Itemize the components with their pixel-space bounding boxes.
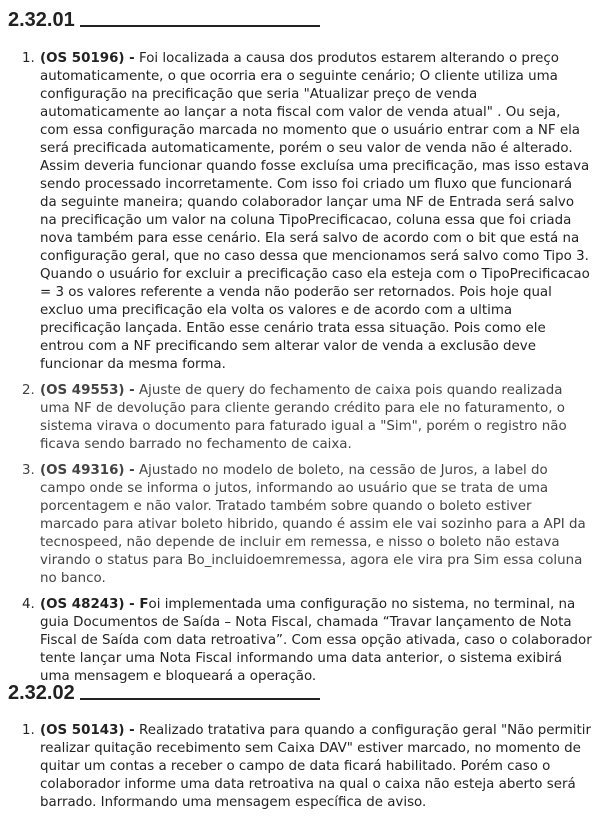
change-item <box>0 382 592 454</box>
change-item <box>0 462 592 588</box>
heading-underline <box>80 698 320 700</box>
version-number: 2.32.02 <box>8 682 75 704</box>
version-number: 2.32.01 <box>8 9 75 31</box>
item-description: oi implementada uma configuração no sistema, no terminal, na guia Documentos de Saída – Nota Fiscal, chamada “Travar lançamento de Nota Fiscal de Saída com data retroativa”. Com essa opção ativada, caso o colaborador tente lançar uma Nota Fiscal informando uma data anterior, o sistema exibirá uma mensagem e bloqueará a operação. <box>40 597 592 684</box>
change-item <box>0 50 592 374</box>
item-description: Foi localizada a causa dos produtos estarem alterando o preço automaticamente, o que ocorria era o seguinte cenário; O cliente utiliza uma configuração na precificação que seria "Atualizar preço de venda automaticamente ao lançar a nota fiscal com valor de venda atual" . Ou seja, com essa configuração marcada no momento que o usuário entrar com a NF ela será precificada automaticamente, porém o seu valor de venda não é alterado. Assim deveria funcionar quando fosse excluísa uma precificação, mas isso estava sendo processado incorretamente. Com isso foi criado um fluxo que funcionará da seguinte maneira; quando colaborador lançar uma NF de Entrada será salvo na precificação um valor na coluna TipoPrecificacao, coluna essa que foi criada nova também para esse cenário. Ela será salvo de acordo com o bit que está na configuração geral, que no caso dessa que mencionamos será salvo como Tipo 3. Quando o usuário for excluir a precificação caso ela esteja com o TipoPrecificacao = 3 os valores referente a venda não poderão ser retornados. Pois hoje qual excluo uma precificação ela volta os valores e de acordo com a ultima precificação lançada. Então esse cenário trata essa situação. Pois como ele entrou com a NF precificando sem alterar valor de venda a exclusão deve funcionar da mesma forma. <box>40 51 590 372</box>
item-description: Ajustado no modelo de boleto, na cessão de Juros, a label do campo onde se informa o jutos, informando ao usuário que se trata de uma porcentagem e não valor. Tratado também sobre quando o boleto estiver marcado para ativar boleto hibrido, quando é assim ele vai sozinho para a API da tecnospeed, não depende de incluir em remessa, e nisso o boleto não estava virando o status para Bo_incluidoemremessa, agora ele vira pra Sim essa coluna no banco. <box>40 463 586 586</box>
item-number: 3. <box>22 463 35 478</box>
item-number: 1. <box>22 51 35 66</box>
item-number: 2. <box>22 383 35 398</box>
change-list <box>0 50 592 694</box>
item-description: Realizado tratativa para quando a configuração geral "Não permitir realizar quitação recebimento sem Caixa DAV" estiver marcado, no momento de quitar um contas a receber o campo de data ficará habilitado. Porém caso o colaborador informe uma data retroativa na qual o caixa não esteja aberto será barrado. Informando uma mensagem específica de aviso. <box>40 723 592 810</box>
item-number: 4. <box>22 597 35 612</box>
os-reference: (OS 50196) - <box>40 51 135 66</box>
change-list <box>0 722 592 820</box>
heading-underline <box>80 25 320 27</box>
change-item <box>0 596 592 686</box>
os-reference: (OS 50143) - <box>40 723 135 738</box>
item-number: 1. <box>22 723 35 738</box>
version-heading <box>8 682 320 704</box>
os-reference: (OS 49316) - <box>40 463 135 478</box>
os-reference: (OS 48243) - F <box>40 597 149 612</box>
item-description: Ajuste de query do fechamento de caixa pois quando realizada uma NF de devolução para cliente gerando crédito para ele no faturamento, o sistema virava o documento para faturado igual a "Sim", porém o registro não ficava sendo barrado no fechamento de caixa. <box>40 383 567 452</box>
change-item <box>0 722 592 812</box>
os-reference: (OS 49553) - <box>40 383 135 398</box>
version-heading <box>8 9 320 31</box>
